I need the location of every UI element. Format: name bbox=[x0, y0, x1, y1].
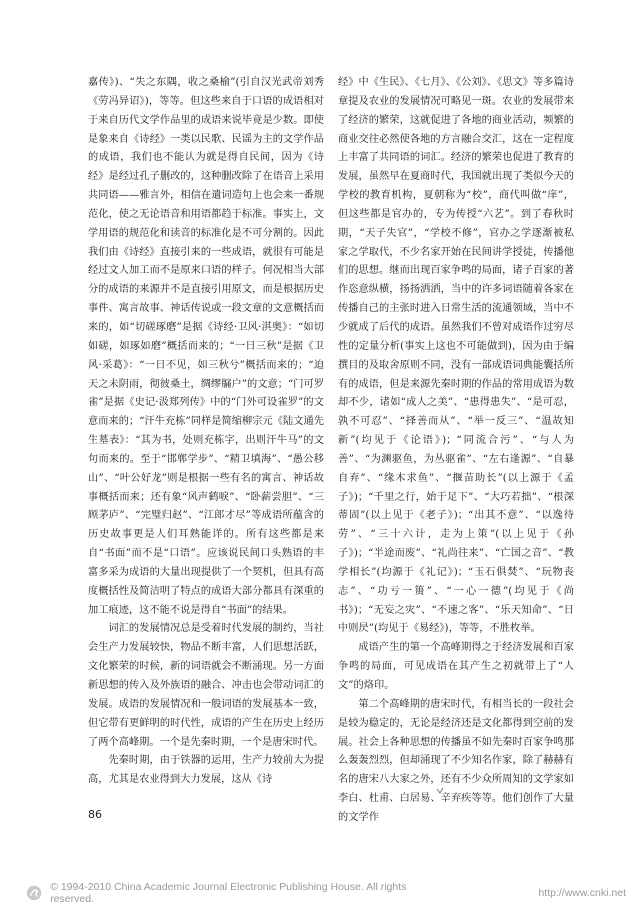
paragraph: 先秦时期，由于铁器的运用，生产力较前大为提高，尤其是农业得到大力发展，这从《诗 bbox=[88, 755, 324, 786]
paragraph: 词汇的发展情况总是受着时代发展的制约，当社会生产力发展较快，物品不断丰富，人们思想活跃，文化繁荣的时候，新的词语就会不断涌现。另一方面新思想的传入及外族语的融合、冲击也会带动词汇的发展。成语的发展情况和一般词语的发展基本一致，但它带有更鲜明的时代性，成语的产生在历史上经历了两个高峰期。一个是先秦时期，一个是唐宋时代。 bbox=[88, 623, 324, 748]
footer bbox=[26, 882, 626, 904]
paragraph: 第二个高峰期的唐宋时代，有相当长的一段社会是较为稳定的，无论是经济还是文化都得到空前的发展。社会上各种思想的传播虽不如先秦时百家争鸣那么轰轰烈烈，但却涌现了不少知名作家，除了赫赫有名的唐宋八大家之外，还有不少众所周知的文学家如李白、杜甫、白居易、辛弃疾等等。他们创作了大量的文学作 bbox=[338, 698, 574, 823]
cnki-url-link[interactable]: http://www.cnki.net bbox=[538, 887, 626, 899]
stray-mark-icon bbox=[436, 787, 444, 795]
right-column bbox=[338, 74, 574, 828]
cnki-logo-icon bbox=[26, 884, 42, 902]
paragraph: 经》中《生民》、《七月》、《公刘》、《思文》等多篇诗章提及农业的发展情况可略见一斑。农业的发展带来了经济的繁荣，这就促进了各地的商业活动，频繁的商业交往必然使各地的方言融合交汇，这在一定程度上丰富了共同语的词汇。经济的繁荣也促进了教育的发展，虽然早在夏商时代，我国就出现了类似今天的学校的教育机构，夏朝称为“校”，商代叫做“庠”，但这些都是官办的，专为传授“六艺”。到了春秋时期，“天子失官”，“学校不修”，官办之学逐渐被私家之学取代，不少名家开始在民间讲学授徒，传播他们的思想。继而出现百家争鸣的局面，诸子百家的著作恣意纵横，扬扬洒洒，当中的许多词语随着各家在传播自己的主张时进入日常生活的流通领域，当中不少就成了后代的成语。虽然我们不曾对成语作过穷尽性的定量分析(事实上这也不可能做到)，因为由于编撰目的及取舍原则不同，没有一部成语词典能囊括所有的成语，但是来源先秦时期的作品的常用成语为数却不少，诸如“成人之美”、“患得患失”、“是可忍，孰不可忍”、“择善而从”、“举一反三”、“温故知新”(均见于《论语》)；“同流合污”、“与人为善”、“为渊驱鱼，为丛驱雀”、“左右逢源”、“自暴自弃”、“缘木求鱼”、“揠苗助长”(以上源于《孟子》)；“千里之行，始于足下”、“大巧若拙”、“根深蒂固”(以上见于《老子》)；“出其不意”、“以逸待劳”、“三十六计，走为上策”(以上见于《孙子》)；“半途而废”、“礼尚往来”、“亡国之音”、“教学相长”(均源于《礼记》)；“玉石俱焚”、“玩物丧志”、“功亏一篑”、“一心一德”(均见于《尚书》)；“无妄之灾”、“不速之客”、“乐天知命”、“日中则昃”(均见于《易经》)，等等，不胜枚举。 bbox=[338, 77, 574, 635]
paragraph: 嘉传》)、“失之东隅，收之桑榆”(引自汉光武帝刘秀《劳冯异诏》)，等等。但这些来自于口语的成语相对于来自历代文学作品里的成语来说毕竟是少数。即使是象来自《诗经》一类以民歌、民谣为主的文学作品的成语，我们也不能认为就是得自民间，因为《诗经》是经过孔子删改的，这种删改除了在语音上采用共同语——雅言外，相信在遣词造句上也会来一番规范化，使之无论语音和用语都趋于标准。事实上，文学用语的规范化和读音的标准化是不可分割的。因此我们由《诗经》直接引来的一些成语，就很有可能是经过文人加工而不是原来口语的样子。何况相当大部分的成语的来源并不是直接引用原文，而是根据历史事件、寓言故事、神话传说或一段文章的文意概括而来的，如“切磋琢磨”是据《诗经·卫风·淇奥》：“如切如磋，如琢如磨”概括而来的；“一日三秋”是据《卫风·采葛》：“一日不见，如三秋兮”概括而来的；“迫天之未阴雨，彻彼桑土，绸缪牖户”的文意；“门可罗雀”是据《史记·汲郑列传》中的“门外可设雀罗”的文意而来的；“汗牛充栋”同样是简缩柳宗元《陆文通先生墓表》：“其为书，处则充栋字，出则汗牛马”的文句而来的。至于“邯郸学步”、“精卫填海”、“愚公移山”、“叶公好龙”则是根据一些有名的寓言、神话故事概括而来；还有象“风声鹤唳”、“卧薪尝胆”、“三顾茅庐”、“完璧归赵”、“江郎才尽”等成语所蕴含的历史故事更是人们耳熟能详的。所有这些都是来自“书面”而不是“口语”。应该说民间口头熟语的丰富多采为成语的大量出现提供了一个契机，但具有高度概括性及简洁明了特点的成语大部分都具有深重的加工痕迹，这不能不说是得自“书面”的结果。 bbox=[88, 77, 324, 616]
paragraph: 成语产生的第一个高峰期得之于经济发展和百家争鸣的局面，可见成语在其产生之初就带上了“人文”的烙印。 bbox=[338, 642, 574, 691]
page-number: 86 bbox=[88, 808, 102, 821]
copyright-text: © 1994-2010 China Academic Journal Electronic Publishing House. All rights reserved. bbox=[50, 881, 407, 905]
left-column bbox=[88, 74, 324, 790]
